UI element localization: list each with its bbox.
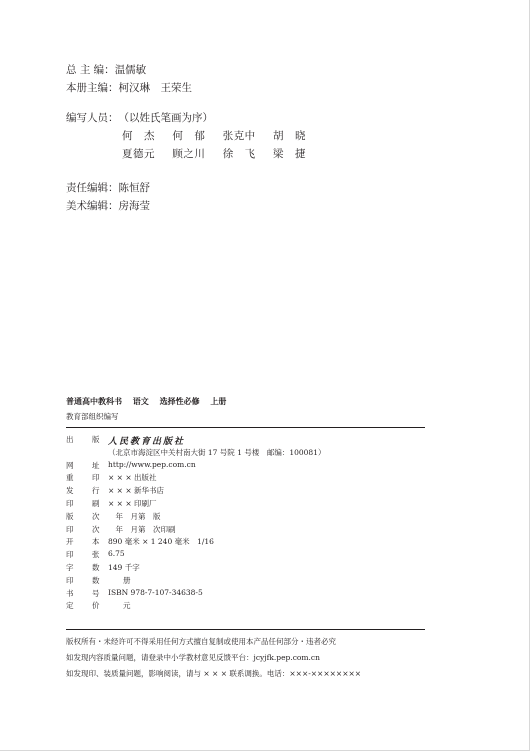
imprint-key-char-2: 次	[92, 511, 100, 521]
imprint-value: 890 毫米 × 1 240 毫米 1/16	[108, 537, 214, 547]
book-info-block	[66, 396, 425, 678]
art-editor-value: 房海莹	[118, 200, 150, 212]
publisher-logo: 人民教育出版社	[108, 437, 186, 447]
book-series: 普通高中教科书	[66, 397, 122, 406]
imprint-key-char-1: 出	[66, 435, 74, 444]
imprint-value: × × × 出版社	[108, 473, 157, 483]
imprint-value: 册	[108, 575, 131, 585]
content-feedback-notice: 如发现内容质量问题，请登录中小学教材意见反馈平台：jcyjfk.pep.com.cn	[66, 653, 320, 662]
imprint-key-char-2: 号	[92, 588, 100, 598]
imprint-key-char-2: 价	[92, 601, 100, 611]
imprint-key-char-1: 网	[66, 460, 74, 470]
responsible-editor-value: 陈恒舒	[118, 182, 150, 194]
imprint-value: 年 月第 版	[108, 511, 161, 521]
imprint-key-char-2: 数	[92, 575, 100, 585]
print-quality-notice: 如发现印、装质量问题，影响阅读，请与 × × × 联系调换。电话：×××-××××××××	[66, 669, 362, 678]
author-name: 徐 飞	[222, 148, 256, 160]
book-course: 选择性必修	[159, 397, 200, 406]
imprint-value: 元	[108, 601, 131, 611]
chief-editor-label: 总 主 编：	[66, 64, 115, 76]
imprint-key-char-1: 发	[66, 486, 74, 496]
author-name: 梁 捷	[273, 148, 307, 160]
imprint-value: 年 月第 次印刷	[108, 524, 176, 534]
imprint-value: × × × 新华书店	[108, 486, 165, 496]
author-name: 夏德元	[122, 148, 155, 160]
book-subject: 语文	[132, 397, 149, 406]
imprint-value: × × × 印刷厂	[108, 499, 157, 508]
imprint-key-char-2: 印	[92, 473, 100, 483]
chief-editor-row	[66, 62, 146, 77]
art-editor-label: 美术编辑：	[66, 200, 119, 212]
imprint-key-char-1: 印	[66, 575, 74, 585]
imprint-key-char-2: 张	[92, 550, 100, 560]
imprint-key-char-2: 刷	[92, 499, 100, 508]
divider-top	[66, 427, 425, 428]
imprint-key-char-1: 印	[66, 524, 74, 534]
imprint-value: ISBN 978-7-107-34638-5	[108, 587, 203, 597]
author-name: 何 杰	[122, 130, 155, 142]
authors-label: 编写人员：	[66, 112, 119, 124]
imprint-value: 149 千字	[108, 563, 140, 572]
author-name: 胡 晓	[273, 130, 307, 142]
imprint-key-char-1: 开	[66, 537, 74, 547]
author-names-row-1	[122, 128, 320, 143]
volume-editor-row	[66, 80, 192, 95]
imprint-key-char-1: 字	[66, 563, 74, 572]
responsible-editor-label: 责任编辑：	[66, 182, 119, 194]
imprint-key-char-2: 址	[92, 460, 100, 470]
imprint-key-char-1: 印	[66, 550, 74, 560]
author-names-row-2	[122, 146, 320, 161]
volume-editor-label: 本册主编：	[66, 82, 119, 94]
imprint-key-char-1: 版	[66, 511, 74, 521]
author-name: 顾之川	[172, 148, 206, 160]
divider-bottom	[66, 629, 425, 630]
imprint-key-char-2: 数	[92, 563, 100, 572]
imprint-value: （北京市海淀区中关村南大街 17 号院 1 号楼 邮编：100081）	[108, 447, 326, 457]
imprint-key-char-2: 版	[92, 435, 100, 444]
author-name: 何 郁	[172, 130, 206, 142]
volume-editor-value: 柯汉琳 王荣生	[118, 82, 192, 94]
authors-note: （以姓氏笔画为序）	[118, 112, 213, 124]
imprint-value: http://www.pep.com.cn	[108, 459, 196, 469]
imprint-key-char-1: 重	[66, 473, 74, 483]
chief-editor-value: 温儒敏	[114, 64, 147, 76]
imprint-key-char-1: 印	[66, 499, 74, 508]
author-name: 张克中	[222, 130, 256, 142]
imprint-key-char-1: 书	[66, 588, 74, 598]
imprint-key-char-2: 行	[92, 486, 100, 496]
footnotes	[66, 636, 446, 684]
book-volume: 上册	[210, 397, 227, 406]
imprint-value: 6.75	[108, 549, 125, 559]
book-organizer: 教育部组织编写	[66, 412, 119, 421]
copyright-notice: 版权所有・未经许可不得采用任何方式擅自复制或使用本产品任何部分・违者必究	[66, 637, 336, 646]
imprint-key-char-1: 定	[66, 601, 74, 611]
imprint-key-char-2: 次	[92, 524, 100, 534]
art-editor-row	[66, 198, 150, 213]
imprint-key-char-2: 本	[92, 537, 100, 547]
responsible-editor-row	[66, 180, 150, 195]
authors-row	[66, 110, 213, 125]
book-title	[66, 396, 425, 407]
